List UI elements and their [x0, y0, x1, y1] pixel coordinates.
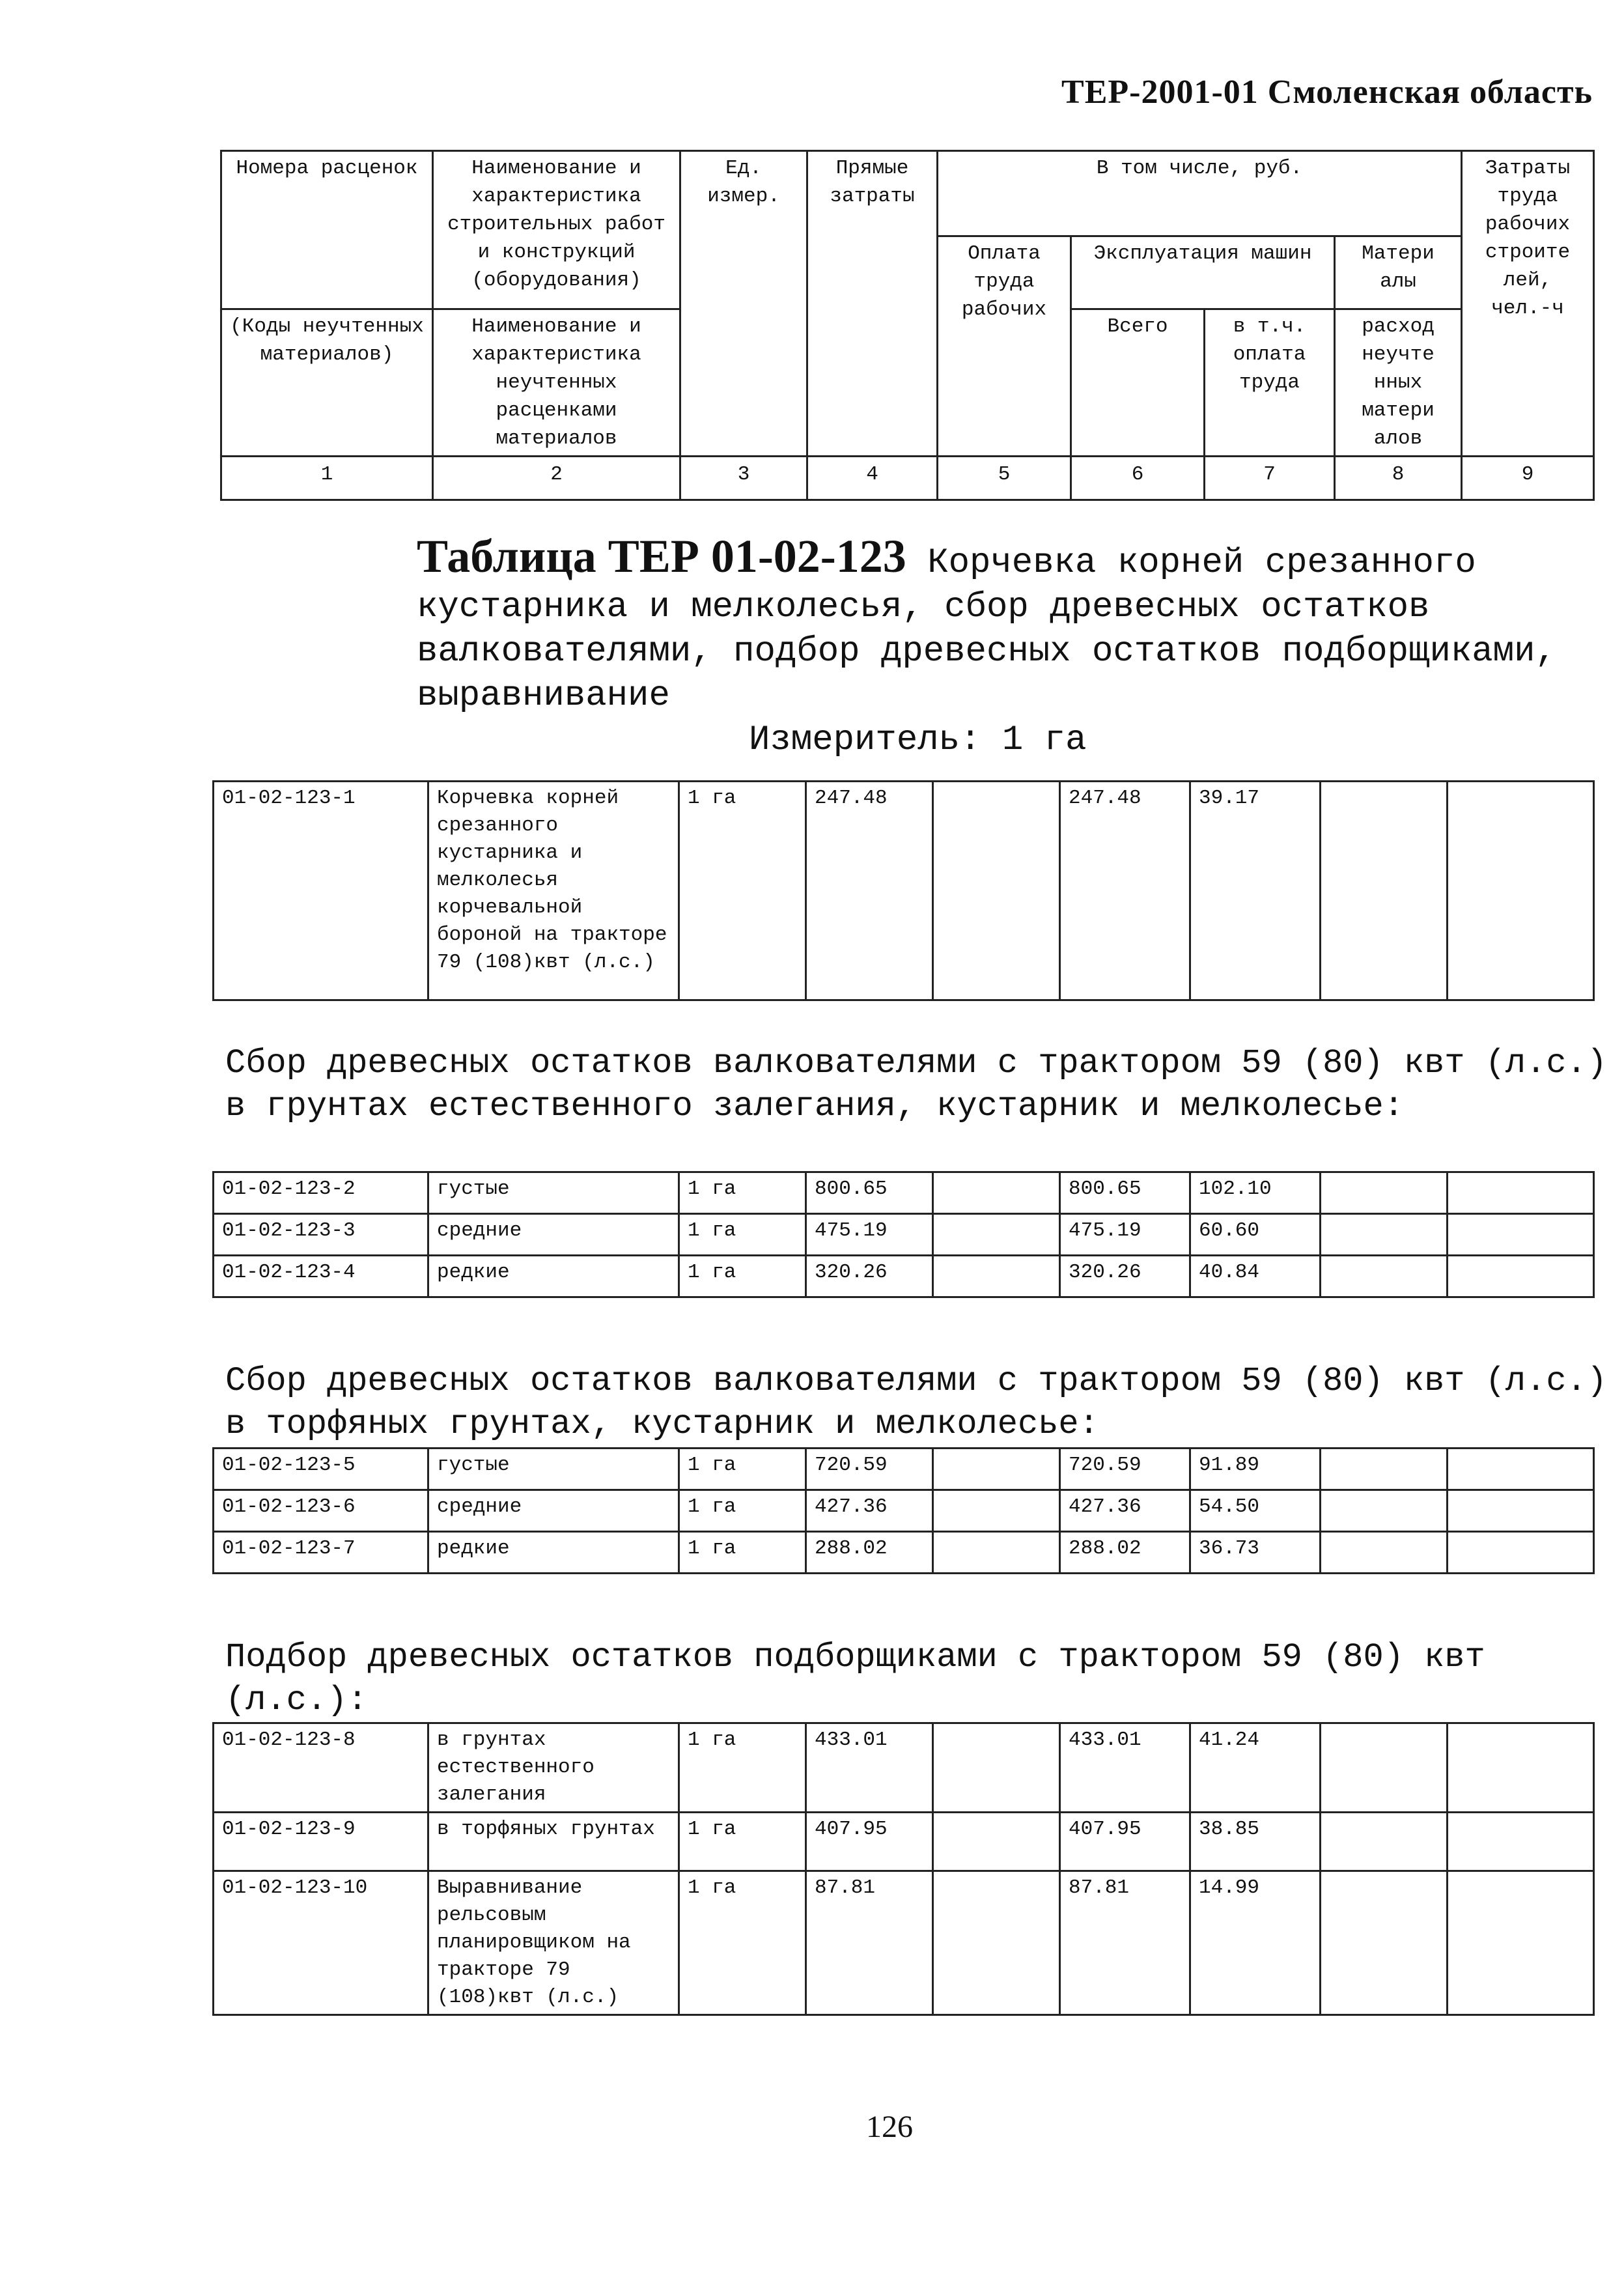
rate-unit: 1 га [679, 1532, 806, 1574]
rate-unit: 1 га [679, 782, 806, 1000]
rate-labor-hours [1448, 782, 1594, 1000]
rate-name: густые [428, 1449, 679, 1490]
rate-labor-hours [1448, 1172, 1594, 1214]
rates-table-section-2 [212, 1171, 1595, 1298]
rate-machines-labor: 39.17 [1190, 782, 1321, 1000]
header-rate-number: Номера расценок [221, 151, 433, 309]
rates-table-section-4 [212, 1722, 1595, 2016]
rate-direct-costs: 427.36 [806, 1490, 933, 1532]
rate-code: 01-02-123-6 [214, 1490, 428, 1532]
rate-name: в торфяных грунтах [428, 1813, 679, 1871]
rate-machines-total: 800.65 [1060, 1172, 1190, 1214]
table-number: Таблица ТЕР 01-02-123 [417, 530, 906, 582]
rate-materials [1321, 1449, 1448, 1490]
rate-machines-labor: 41.24 [1190, 1723, 1321, 1813]
rate-materials [1321, 1532, 1448, 1574]
rate-code: 01-02-123-7 [214, 1532, 428, 1574]
rate-direct-costs: 475.19 [806, 1214, 933, 1256]
rate-materials [1321, 782, 1448, 1000]
table-row [214, 1871, 1594, 2015]
header-material-codes: (Коды неучтенных материалов) [221, 309, 433, 457]
section-heading: Подбор древесных остатков подборщиками с трактором 59 (80) квт (л.с.): [225, 1638, 1485, 1719]
rate-unit: 1 га [679, 1214, 806, 1256]
rate-labor-hours [1448, 1256, 1594, 1297]
header-direct-costs: Прямые затраты [807, 151, 938, 457]
column-number: 7 [1205, 457, 1335, 500]
rate-machines-total: 433.01 [1060, 1723, 1190, 1813]
rate-code: 01-02-123-10 [214, 1871, 428, 2015]
column-number: 2 [433, 457, 680, 500]
rate-machines-labor: 38.85 [1190, 1813, 1321, 1871]
table-title [417, 530, 1589, 763]
rate-name: Выравнивание рельсовым планировщиком на тракторе 79 (108)квт (л.с.) [428, 1871, 679, 2015]
rate-unit: 1 га [679, 1490, 806, 1532]
rate-machines-total: 720.59 [1060, 1449, 1190, 1490]
rate-direct-costs: 247.48 [806, 782, 933, 1000]
rate-code: 01-02-123-8 [214, 1723, 428, 1813]
rate-labor-hours [1448, 1532, 1594, 1574]
rate-direct-costs: 433.01 [806, 1723, 933, 1813]
rate-worker-pay [933, 1532, 1060, 1574]
rate-direct-costs: 320.26 [806, 1256, 933, 1297]
header-materials-consumption: расход неучте нных матери алов [1335, 309, 1462, 457]
rate-materials [1321, 1813, 1448, 1871]
rate-worker-pay [933, 1172, 1060, 1214]
rate-materials [1321, 1490, 1448, 1532]
header-machines-total: Всего [1071, 309, 1205, 457]
rate-name: густые [428, 1172, 679, 1214]
rate-worker-pay [933, 1449, 1060, 1490]
rate-machines-labor: 14.99 [1190, 1871, 1321, 2015]
rate-machines-labor: 91.89 [1190, 1449, 1321, 1490]
rate-code: 01-02-123-2 [214, 1172, 428, 1214]
column-header-table [220, 150, 1595, 501]
header-worker-pay: Оплата труда рабочих [938, 236, 1071, 457]
column-number: 5 [938, 457, 1071, 500]
rate-direct-costs: 288.02 [806, 1532, 933, 1574]
rate-materials [1321, 1214, 1448, 1256]
rate-machines-labor: 54.50 [1190, 1490, 1321, 1532]
rate-machines-labor: 102.10 [1190, 1172, 1321, 1214]
table-row [214, 1449, 1594, 1490]
rate-direct-costs: 407.95 [806, 1813, 933, 1871]
rate-labor-hours [1448, 1723, 1594, 1813]
rate-labor-hours [1448, 1214, 1594, 1256]
column-number: 6 [1071, 457, 1205, 500]
rate-unit: 1 га [679, 1871, 806, 2015]
table-row [214, 1256, 1594, 1297]
column-number: 3 [680, 457, 807, 500]
rate-machines-labor: 60.60 [1190, 1214, 1321, 1256]
rate-materials [1321, 1871, 1448, 2015]
rate-machines-total: 288.02 [1060, 1532, 1190, 1574]
rate-name: средние [428, 1490, 679, 1532]
rate-code: 01-02-123-3 [214, 1214, 428, 1256]
rate-labor-hours [1448, 1449, 1594, 1490]
rate-materials [1321, 1256, 1448, 1297]
table-row [214, 1214, 1594, 1256]
table-row [214, 1532, 1594, 1574]
rate-worker-pay [933, 1490, 1060, 1532]
table-measure: Измеритель: 1 га [749, 720, 1087, 760]
rate-machines-total: 427.36 [1060, 1490, 1190, 1532]
table-row [214, 782, 1594, 1000]
rate-unit: 1 га [679, 1813, 806, 1871]
header-machines: Эксплуатация машин [1071, 236, 1335, 309]
table-row [214, 1490, 1594, 1532]
rate-materials [1321, 1723, 1448, 1813]
table-row [214, 1172, 1594, 1214]
rate-labor-hours [1448, 1813, 1594, 1871]
header-unit: Ед. измер. [680, 151, 807, 457]
rate-machines-total: 475.19 [1060, 1214, 1190, 1256]
rate-worker-pay [933, 1214, 1060, 1256]
table-row [214, 1723, 1594, 1813]
column-number: 4 [807, 457, 938, 500]
table-row [214, 1813, 1594, 1871]
header-work-name: Наименование и характеристика строительных работ и конструкций (оборудования) [433, 151, 680, 309]
rate-name: редкие [428, 1532, 679, 1574]
rates-table-section-3 [212, 1447, 1595, 1574]
rate-labor-hours [1448, 1490, 1594, 1532]
section-heading: Сбор древесных остатков валкователями с трактором 59 (80) квт (л.с.) в грунтах естественного залегания, кустарник и мелколесье: [225, 1044, 1607, 1125]
rate-machines-total: 247.48 [1060, 782, 1190, 1000]
rate-code: 01-02-123-5 [214, 1449, 428, 1490]
column-number: 8 [1335, 457, 1462, 500]
table-description: Корчевка корней срезанного кустарника и мелколесья, сбор древесных остатков валкователями, подбор древесных остатков подборщиками, выравнивание [417, 543, 1556, 716]
rate-name: средние [428, 1214, 679, 1256]
rate-machines-labor: 36.73 [1190, 1532, 1321, 1574]
rates-table-section-1 [212, 780, 1595, 1001]
rate-name: редкие [428, 1256, 679, 1297]
rate-direct-costs: 87.81 [806, 1871, 933, 2015]
rate-unit: 1 га [679, 1172, 806, 1214]
rate-machines-total: 87.81 [1060, 1871, 1190, 2015]
header-group-title: В том числе, руб. [938, 151, 1462, 236]
column-number: 1 [221, 457, 433, 500]
running-header: ТЕР-2001-01 Смоленская область [1061, 74, 1593, 111]
header-material-name: Наименование и характеристика неучтенных расценками материалов [433, 309, 680, 457]
header-machines-labor: в т.ч. оплата труда [1205, 309, 1335, 457]
rate-unit: 1 га [679, 1449, 806, 1490]
rate-worker-pay [933, 1813, 1060, 1871]
rate-name: в грунтах естественного залегания [428, 1723, 679, 1813]
rate-unit: 1 га [679, 1723, 806, 1813]
rate-worker-pay [933, 1723, 1060, 1813]
column-number: 9 [1462, 457, 1594, 500]
rate-worker-pay [933, 1871, 1060, 2015]
rate-name: Корчевка корней срезанного кустарника и мелколесья корчевальной бороной на тракторе 79 (108)квт (л.с.) [428, 782, 679, 1000]
rate-direct-costs: 800.65 [806, 1172, 933, 1214]
rate-labor-hours [1448, 1871, 1594, 2015]
rate-machines-total: 407.95 [1060, 1813, 1190, 1871]
section-heading: Сбор древесных остатков валкователями с трактором 59 (80) квт (л.с.) в торфяных грунтах, кустарник и мелколесье: [225, 1362, 1607, 1443]
header-materials: Матери алы [1335, 236, 1462, 309]
rate-code: 01-02-123-4 [214, 1256, 428, 1297]
rate-code: 01-02-123-9 [214, 1813, 428, 1871]
rate-unit: 1 га [679, 1256, 806, 1297]
rate-machines-total: 320.26 [1060, 1256, 1190, 1297]
rate-worker-pay [933, 782, 1060, 1000]
rate-code: 01-02-123-1 [214, 782, 428, 1000]
rate-direct-costs: 720.59 [806, 1449, 933, 1490]
header-labor-hours: Затраты труда рабочих строите лей, чел.-ч [1462, 151, 1594, 457]
rate-materials [1321, 1172, 1448, 1214]
page-number: 126 [866, 2110, 913, 2144]
rate-worker-pay [933, 1256, 1060, 1297]
rate-machines-labor: 40.84 [1190, 1256, 1321, 1297]
